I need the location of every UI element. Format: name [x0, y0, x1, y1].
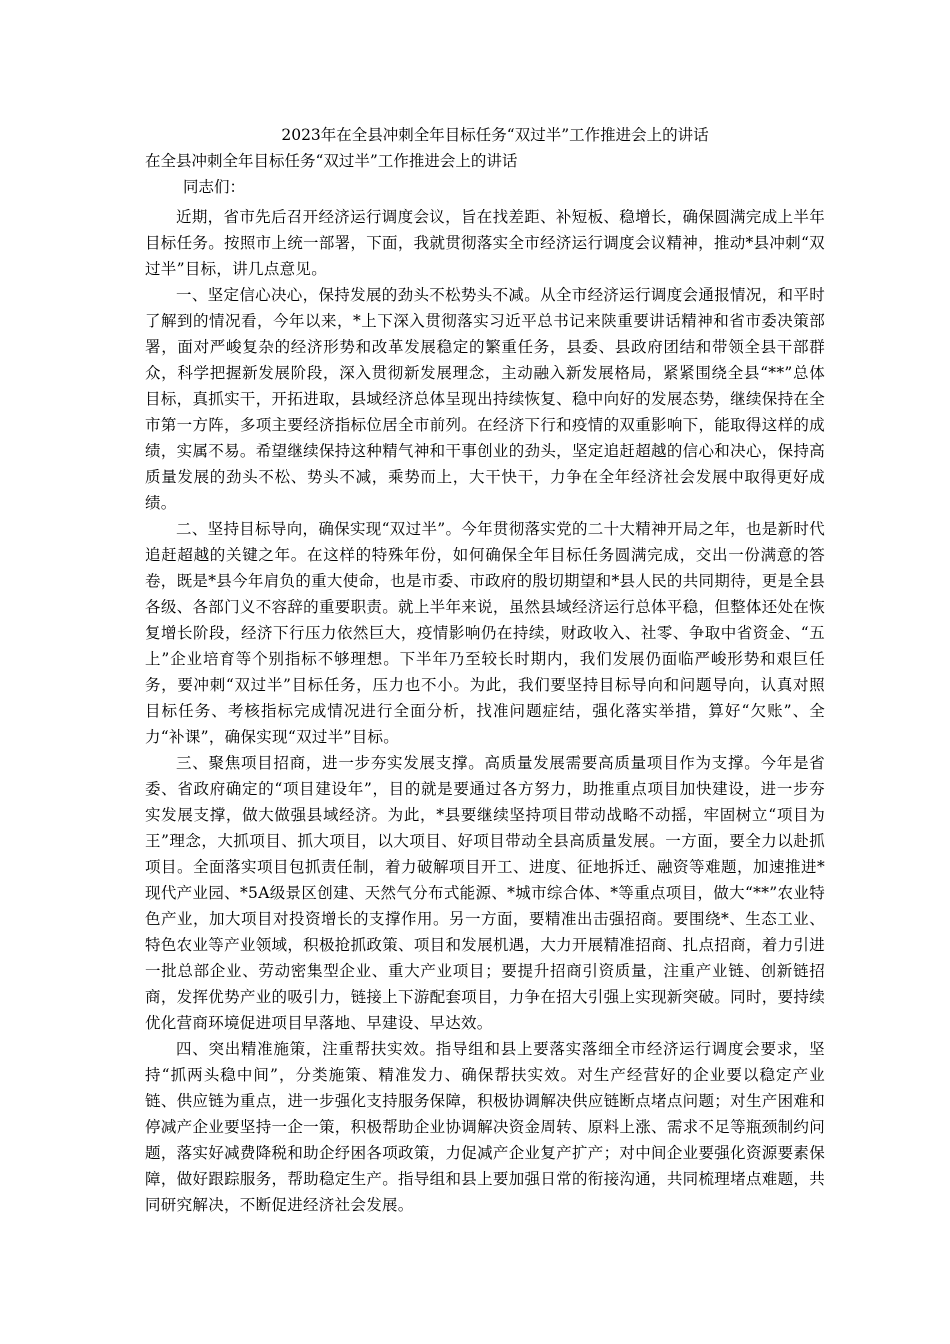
document-page: [145, 122, 825, 1218]
paragraph-section-2: 二、坚持目标导向，确保实现“双过半”。今年贯彻落实党的二十大精神开局之年，也是新时代追赶超越的关键之年。在这样的特殊年份，如何确保全年目标任务圆满完成，交出一份满意的答卷，既是*县今年肩负的重大使命，也是市委、市政府的殷切期望和*县人民的共同期待，更是全县各级、各部门义不容辞的重要职责。就上半年来说，虽然县域经济运行总体平稳，但整体还处在恢复增长阶段，经济下行压力依然巨大，疫情影响仍在持续，财政收入、社零、争取中省资金、“五上”企业培育等个别指标不够理想。下半年乃至较长时期内，我们发展仍面临严峻形势和艰巨任务，要冲刺“双过半”目标任务，压力也不小。为此，我们要坚持目标导向和问题导向，认真对照目标任务、考核指标完成情况进行全面分析，找准问题症结，强化落实举措，算好“欠账”、全力“补课”，确保实现“双过半”目标。: [145, 520, 825, 746]
paragraph-section-1: 一、坚定信心决心，保持发展的劲头不松势头不减。从全市经济运行调度会通报情况，和平时了解到的情况看，今年以来，*上下深入贯彻落实习近平总书记来陕重要讲话精神和省市委决策部署，面对严峻复杂的经济形势和改革发展稳定的繁重任务，县委、县政府团结和带领全县干部群众，科学把握新发展阶段，深入贯彻新发展理念，主动融入新发展格局，紧紧围绕全县“**”总体目标，真抓实干，开拓进取，县域经济总体呈现出持续恢复、稳中向好的发展态势，继续保持在全市第一方阵，多项主要经济指标位居全市前列。在经济下行和疫情的双重影响下，能取得这样的成绩，实属不易。希望继续保持这种精气神和干事创业的劲头，坚定追赶超越的信心和决心，保持高质量发展的劲头不松、势头不减，乘势而上，大干快干，力争在全年经济社会发展中取得更好成绩。: [145, 286, 825, 512]
salutation: 同志们：: [183, 178, 246, 196]
paragraph-section-4: 四、突出精准施策，注重帮扶实效。指导组和县上要落实落细全市经济运行调度会要求，坚持“抓两头稳中间”，分类施策、精准发力、确保帮扶实效。对生产经营好的企业要以稳定产业链、供应链为重点，进一步强化支持服务保障，积极协调解决供应链断点堵点问题；对生产困难和停减产企业要坚持一企一策，积极帮助企业协调解决资金周转、原料上涨、需求不足等瓶颈制约问题，落实好减费降税和助企纾困各项政策，力促减产企业复产扩产；对中间企业要强化资源要素保障，做好跟踪服务，帮助稳定生产。指导组和县上要加强日常的衔接沟通，共同梳理堵点难题，共同研究解决，不断促进经济社会发展。: [145, 1040, 825, 1214]
document-title: 2023年在全县冲刺全年目标任务“双过半”工作推进会上的讲话: [281, 126, 709, 144]
paragraph-intro: 近期，省市先后召开经济运行调度会议，旨在找差距、补短板、稳增长，确保圆满完成上半年目标任务。按照市上统一部署，下面，我就贯彻落实全市经济运行调度会议精神，推动*县冲刺“双过半”目标，讲几点意见。: [145, 208, 825, 278]
paragraph-section-3: 三、聚焦项目招商，进一步夯实发展支撑。高质量发展需要高质量项目作为支撑。今年是省委、省政府确定的“项目建设年”，目的就是要通过各方努力，助推重点项目加快建设，进一步夯实发展支撑，做大做强县域经济。为此，*县要继续坚持项目带动战略不动摇，牢固树立“项目为王”理念，大抓项目、抓大项目，以大项目、好项目带动全县高质量发展。一方面，要全力以赴抓项目。全面落实项目包抓责任制，着力破解项目开工、进度、征地拆迁、融资等难题，加速推进*现代产业园、*5A级景区创建、天然气分布式能源、*城市综合体、*等重点项目，做大“**”农业特色产业，加大项目对投资增长的支撑作用。另一方面，要精准出击强招商。要围绕*、生态工业、特色农业等产业领域，积极抢抓政策、项目和发展机遇，大力开展精准招商、扎点招商，着力引进一批总部企业、劳动密集型企业、重大产业项目；要提升招商引资质量，注重产业链、创新链招商，发挥优势产业的吸引力，链接上下游配套项目，力争在招大引强上实现新突破。同时，要持续优化营商环境促进项目早落地、早建设、早达效。: [145, 754, 825, 1032]
document-subtitle: 在全县冲刺全年目标任务“双过半”工作推进会上的讲话: [145, 152, 518, 170]
